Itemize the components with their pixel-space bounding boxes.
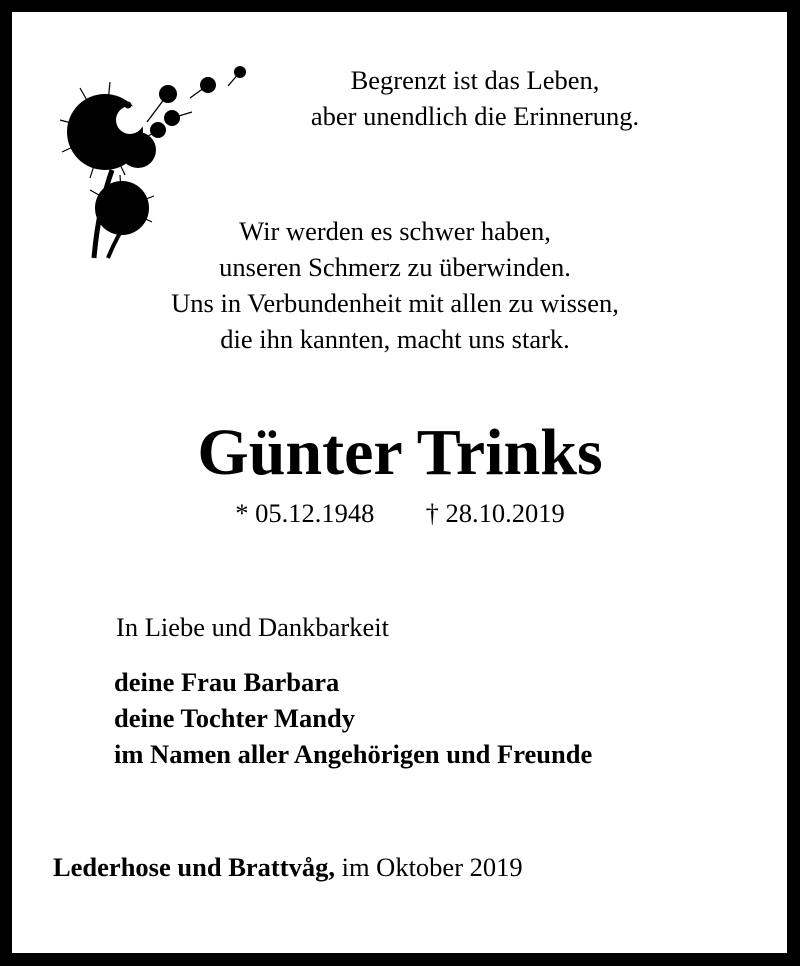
signer-line: deine Tochter Mandy [114, 703, 355, 733]
death-date: 28.10.2019 [445, 498, 565, 528]
death-symbol: † [425, 498, 439, 528]
signer-line: im Namen aller Angehörigen und Freunde [114, 739, 593, 769]
poem-line: die ihn kannten, macht uns stark. [220, 324, 570, 354]
signers [114, 664, 592, 772]
poem-line: Wir werden es schwer haben, [239, 216, 551, 246]
date-line: im Oktober 2019 [341, 852, 523, 882]
closing-phrase: In Liebe und Dankbarkeit [116, 612, 389, 642]
birth-symbol: * [235, 498, 249, 528]
motto [270, 62, 680, 134]
place-date-line [53, 849, 523, 885]
motto-line: Begrenzt ist das Leben, [350, 65, 600, 95]
motto-line: aber unendlich die Erinnerung. [310, 101, 640, 131]
poem-line: Uns in Verbundenheit mit allen zu wissen, [171, 288, 619, 318]
poem [115, 213, 675, 357]
signer-line: deine Frau Barbara [114, 667, 340, 697]
life-dates [100, 495, 700, 531]
deceased-name: Günter Trinks [197, 416, 603, 489]
birth-date: 05.12.1948 [255, 498, 375, 528]
place: Lederhose und Brattvåg, [53, 852, 335, 882]
poem-line: unseren Schmerz zu überwinden. [219, 252, 571, 282]
